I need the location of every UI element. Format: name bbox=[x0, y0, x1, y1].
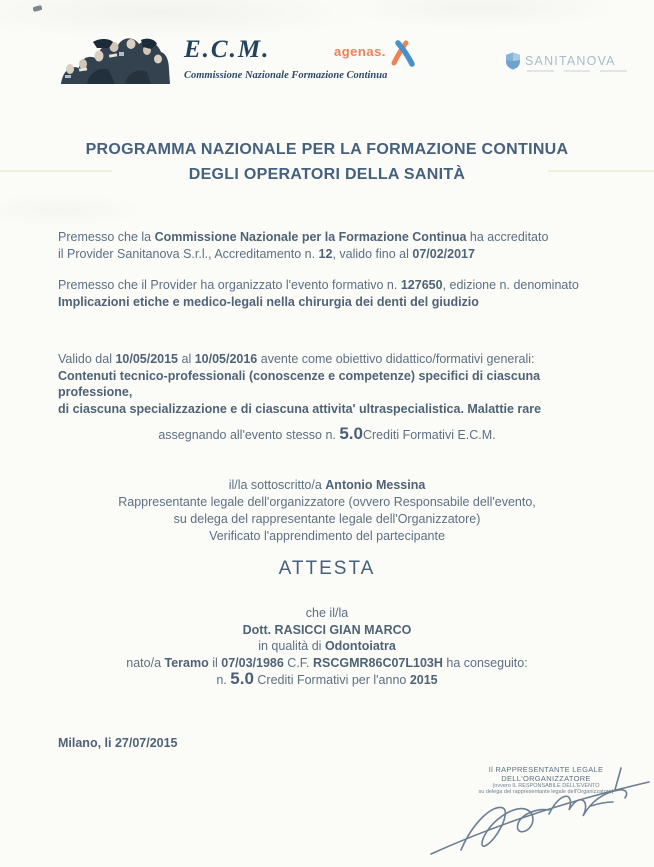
text-segment: 127650 bbox=[400, 278, 443, 292]
text-segment: 07/03/1986 bbox=[221, 655, 284, 670]
paragraph-accreditation bbox=[58, 229, 603, 262]
text-line bbox=[58, 368, 603, 401]
text-line bbox=[58, 401, 603, 418]
text-segment: 5.0 bbox=[339, 424, 363, 443]
text-line bbox=[0, 671, 654, 689]
document-title-line2: DEGLI OPERATORI DELLA SANITÀ bbox=[188, 166, 466, 183]
text-segment: Crediti Formativi E.C.M. bbox=[362, 428, 496, 442]
text-segment: al bbox=[178, 352, 195, 366]
paragraph-event bbox=[58, 277, 603, 310]
signature-role-line3: (ovvero IL RESPONSABILE DELL'EVENTO bbox=[492, 783, 600, 789]
attesta-heading: ATTESTA bbox=[278, 558, 376, 579]
text-segment: n. bbox=[216, 673, 231, 687]
sanitanova-shield-icon bbox=[505, 52, 521, 70]
text-segment: 12 bbox=[318, 246, 333, 261]
text-segment: Crediti Formativi per l'anno bbox=[253, 673, 410, 687]
text-segment: avente come obiettivo didattico/formativi generali: bbox=[257, 352, 535, 366]
text-segment: il bbox=[208, 655, 222, 670]
text-segment: RSCGMR86C07L103H bbox=[312, 655, 443, 670]
text-segment: Teramo bbox=[164, 655, 209, 670]
signature-role-line2: DELL'ORGANIZZATORE bbox=[501, 773, 591, 783]
text-segment: 10/05/2016 bbox=[194, 352, 258, 366]
text-line bbox=[0, 528, 654, 545]
text-segment: 2015 bbox=[409, 673, 438, 687]
text-segment: Odontoiatra bbox=[324, 639, 396, 653]
sanitanova-label: SANITANOVA bbox=[525, 54, 616, 68]
text-segment: assegnando all'evento stesso n. bbox=[158, 428, 340, 442]
agenas-label: agenas. bbox=[334, 44, 386, 59]
text-segment: , valido fino al bbox=[332, 246, 413, 261]
undersigned-block bbox=[0, 477, 654, 545]
text-segment: Rappresentante legale dell'organizzatore (ovvero Responsabile dell'evento, bbox=[118, 495, 536, 509]
text-segment: Antonio Messina bbox=[325, 478, 426, 492]
ecm-title: E.C.M. bbox=[184, 36, 271, 63]
document-title bbox=[0, 137, 654, 187]
place-date: Milano, li 27/07/2015 bbox=[58, 736, 178, 750]
text-line bbox=[0, 638, 654, 655]
agenas-logo bbox=[334, 40, 416, 67]
text-line bbox=[58, 294, 603, 311]
text-segment: Implicazioni etiche e medico-legali nella chirurgia dei denti del giudizio bbox=[58, 294, 479, 309]
text-line bbox=[58, 277, 603, 294]
text-segment: Premesso che il Provider ha organizzato l'evento formativo n. bbox=[58, 278, 401, 292]
text-segment: nato/a bbox=[126, 655, 165, 670]
text-line bbox=[58, 246, 603, 263]
attestation-details bbox=[0, 605, 654, 689]
handwritten-signature bbox=[425, 762, 653, 862]
sanitanova-logo bbox=[505, 52, 616, 70]
text-segment: , edizione n. denominato bbox=[442, 278, 579, 292]
ecm-subtitle: Commissione Nazionale Formazione Continua bbox=[184, 70, 388, 81]
text-line bbox=[0, 622, 654, 639]
text-line bbox=[0, 605, 654, 622]
text-segment: che il/la bbox=[305, 606, 349, 620]
sanitanova-tagline-faint bbox=[527, 70, 627, 72]
text-line bbox=[58, 351, 603, 368]
text-segment: 07/02/2017 bbox=[412, 246, 475, 261]
text-segment: Contenuti tecnico-professionali (conoscenze e competenze) specifici di ciascuna professione, bbox=[58, 368, 541, 399]
text-segment: Commissione Nazionale per la Formazione Continua bbox=[154, 230, 467, 244]
text-segment: ha conseguito: bbox=[442, 655, 528, 670]
text-segment: Valido dal bbox=[58, 352, 116, 366]
text-line bbox=[0, 494, 654, 511]
text-line bbox=[0, 655, 654, 672]
credits-line bbox=[0, 424, 654, 444]
text-segment: di ciascuna specializzazione e di ciascuna attivita' ultraspecialistica. Malattie rare bbox=[58, 401, 542, 416]
text-segment: ha accreditato bbox=[466, 230, 549, 244]
text-segment: Verificato l'apprendimento del partecipante bbox=[209, 529, 445, 543]
text-segment: Dott. RASICCI GIAN MARCO bbox=[242, 622, 412, 637]
text-segment: il Provider Sanitanova S.r.l., Accreditamento n. bbox=[58, 246, 319, 261]
text-segment: Premesso che la bbox=[58, 230, 155, 244]
text-segment: 10/05/2015 bbox=[115, 352, 179, 366]
document-title-line1: PROGRAMMA NAZIONALE PER LA FORMAZIONE CONTINUA bbox=[85, 141, 569, 158]
agenas-x-icon bbox=[390, 40, 416, 67]
text-line bbox=[0, 477, 654, 494]
text-segment: in qualità di bbox=[258, 639, 325, 653]
scan-artifact-mark bbox=[33, 5, 43, 12]
text-segment: 5.0 bbox=[230, 669, 254, 688]
ecm-group-painting-logo bbox=[57, 32, 173, 86]
text-segment: su delega del rappresentante legale dell'Organizzatore) bbox=[173, 512, 481, 526]
text-segment: C.F. bbox=[283, 655, 313, 670]
signature-role-line1: Il RAPPRESENTANTE LEGALE bbox=[488, 765, 604, 774]
signature-role-line4: su delega del rappresentante legale dell'Organizzatore) bbox=[478, 789, 614, 795]
text-line bbox=[58, 229, 603, 246]
text-segment: il/la sottoscritto/a bbox=[228, 478, 326, 492]
paragraph-validity bbox=[58, 351, 603, 417]
text-line bbox=[0, 511, 654, 528]
